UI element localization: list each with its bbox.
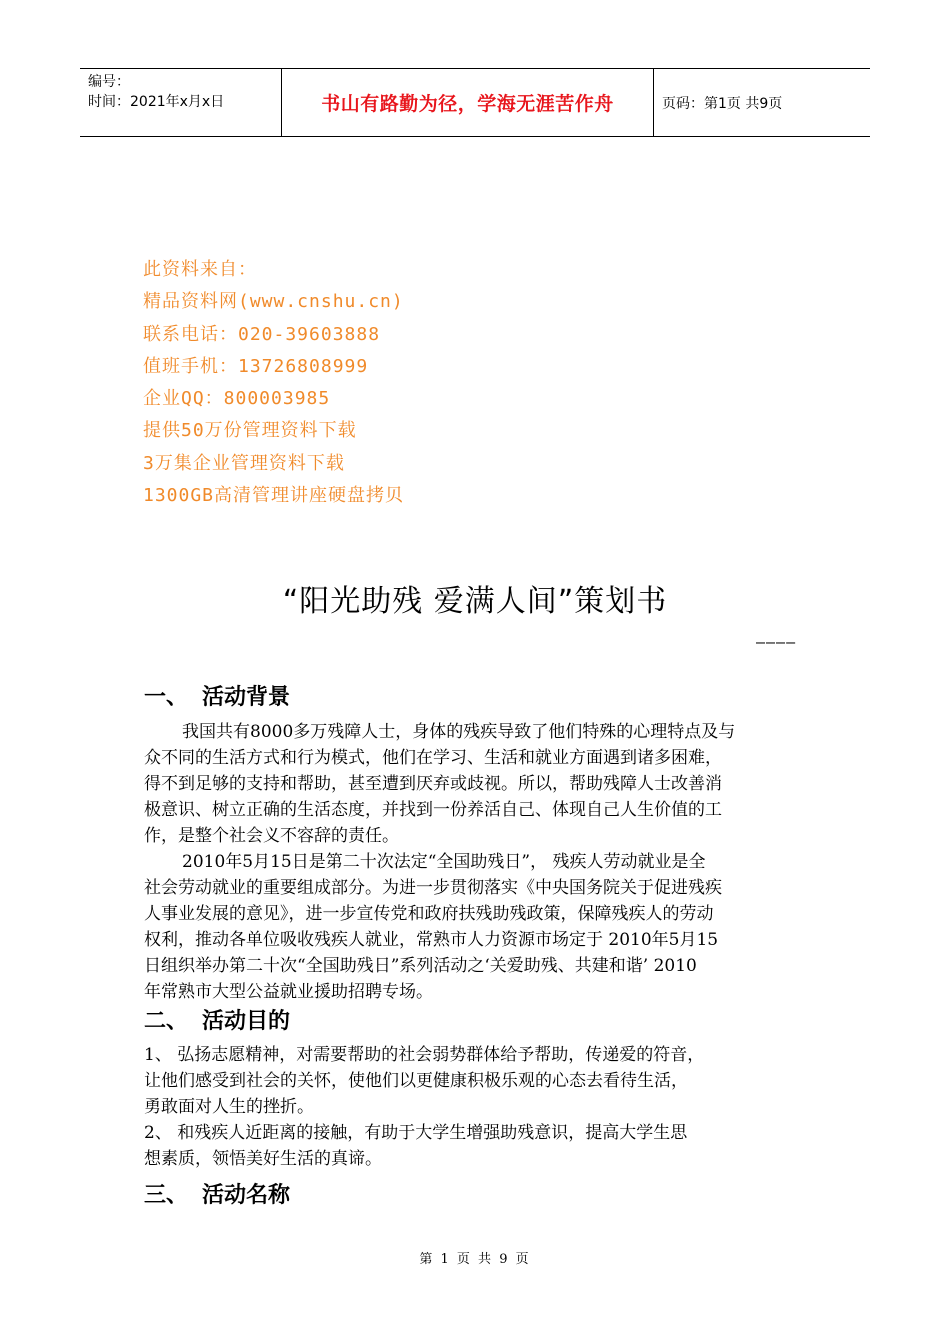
- source-line: 1300GB高清管理讲座硬盘拷贝: [143, 485, 405, 507]
- section-number: 一、: [144, 685, 189, 710]
- section-heading-name: [144, 1178, 290, 1209]
- source-line: 企业QQ：800003985: [143, 388, 331, 410]
- text-line: 想素质，领悟美好生活的真谛。: [144, 1149, 382, 1169]
- section-heading-background: [144, 680, 290, 711]
- text-line: 勇敢面对人生的挫折。: [144, 1097, 314, 1117]
- section-number: 三、: [144, 1183, 189, 1208]
- text-line: 得不到足够的支持和帮助，甚至遭到厌弃或歧视。所以，帮助残障人士改善消: [144, 774, 722, 794]
- text-line: 极意识、树立正确的生活态度，并找到一份养活自己、体现自己人生价值的工: [144, 800, 722, 820]
- section-title: 活动目的: [202, 1009, 291, 1034]
- header-motto: 书山有路勤为径，学海无涯苦作舟: [282, 69, 654, 136]
- page-footer: 第 1 页 共 9 页: [419, 1252, 531, 1267]
- header-meta: [80, 69, 282, 136]
- text-line: 2、 和残疾人近距离的接触，有助于大学生增强助残意识，提高大学生思: [144, 1123, 688, 1143]
- section-title: 活动名称: [202, 1183, 291, 1208]
- text-line: 权利，推动各单位吸收残疾人就业，常熟市人力资源市场定于 2010年5月15: [144, 930, 719, 950]
- serial-label: 编号：: [88, 74, 130, 90]
- section-title: 活动背景: [202, 685, 291, 710]
- source-line: 3万集企业管理资料下载: [143, 452, 345, 474]
- source-line: 此资料来自：: [143, 259, 257, 280]
- text-line: 众不同的生活方式和行为模式，他们在学习、生活和就业方面遇到诸多困难，: [144, 748, 722, 768]
- header-page-info: 页码：第1页 共9页: [662, 95, 783, 112]
- date-label: 时间：2021年x月x日: [88, 94, 225, 110]
- page-header: [80, 68, 870, 137]
- text-line: 年常熟市大型公益就业援助招聘专场。: [144, 982, 433, 1002]
- source-line: 联系电话：020-39603888: [143, 323, 381, 345]
- text-line: 我国共有8000多万残障人士，身体的残疾导致了他们特殊的心理特点及与: [182, 722, 736, 742]
- background-paragraph-2: [144, 849, 814, 1005]
- source-line: 提供50万份管理资料下载: [143, 420, 357, 442]
- source-line: 精品资料网(www.cnshu.cn): [143, 291, 404, 313]
- text-line: 2010年5月15日是第二十次法定“全国助残日”， 残疾人劳动就业是全: [182, 852, 706, 872]
- text-line: 日组织举办第二十次“全国助残日”系列活动之‘关爱助残、共建和谐’ 2010: [144, 956, 697, 976]
- background-paragraph-1: [144, 719, 814, 849]
- text-line: 人事业发展的意见》，进一步宣传党和政府扶残助残政策，保障残疾人的劳动: [144, 904, 714, 924]
- source-line: 值班手机：13726808999: [143, 355, 369, 377]
- section-heading-purpose: [144, 1004, 290, 1035]
- text-line: 让他们感受到社会的关怀，使他们以更健康积极乐观的心态去看待生活，: [144, 1071, 688, 1091]
- text-line: 作，是整个社会义不容辞的责任。: [144, 826, 399, 846]
- text-line: 社会劳动就业的重要组成部分。为进一步贯彻落实《中央国务院关于促进残疾: [144, 878, 722, 898]
- purpose-list: [144, 1042, 814, 1172]
- document-title: “阳光助残 爱满人间”策划书: [282, 584, 668, 619]
- title-dash: ————: [756, 633, 797, 651]
- source-info-block: [143, 254, 404, 512]
- text-line: 1、 弘扬志愿精神，对需要帮助的社会弱势群体给予帮助，传递爱的符音，: [144, 1045, 705, 1065]
- section-number: 二、: [144, 1009, 189, 1034]
